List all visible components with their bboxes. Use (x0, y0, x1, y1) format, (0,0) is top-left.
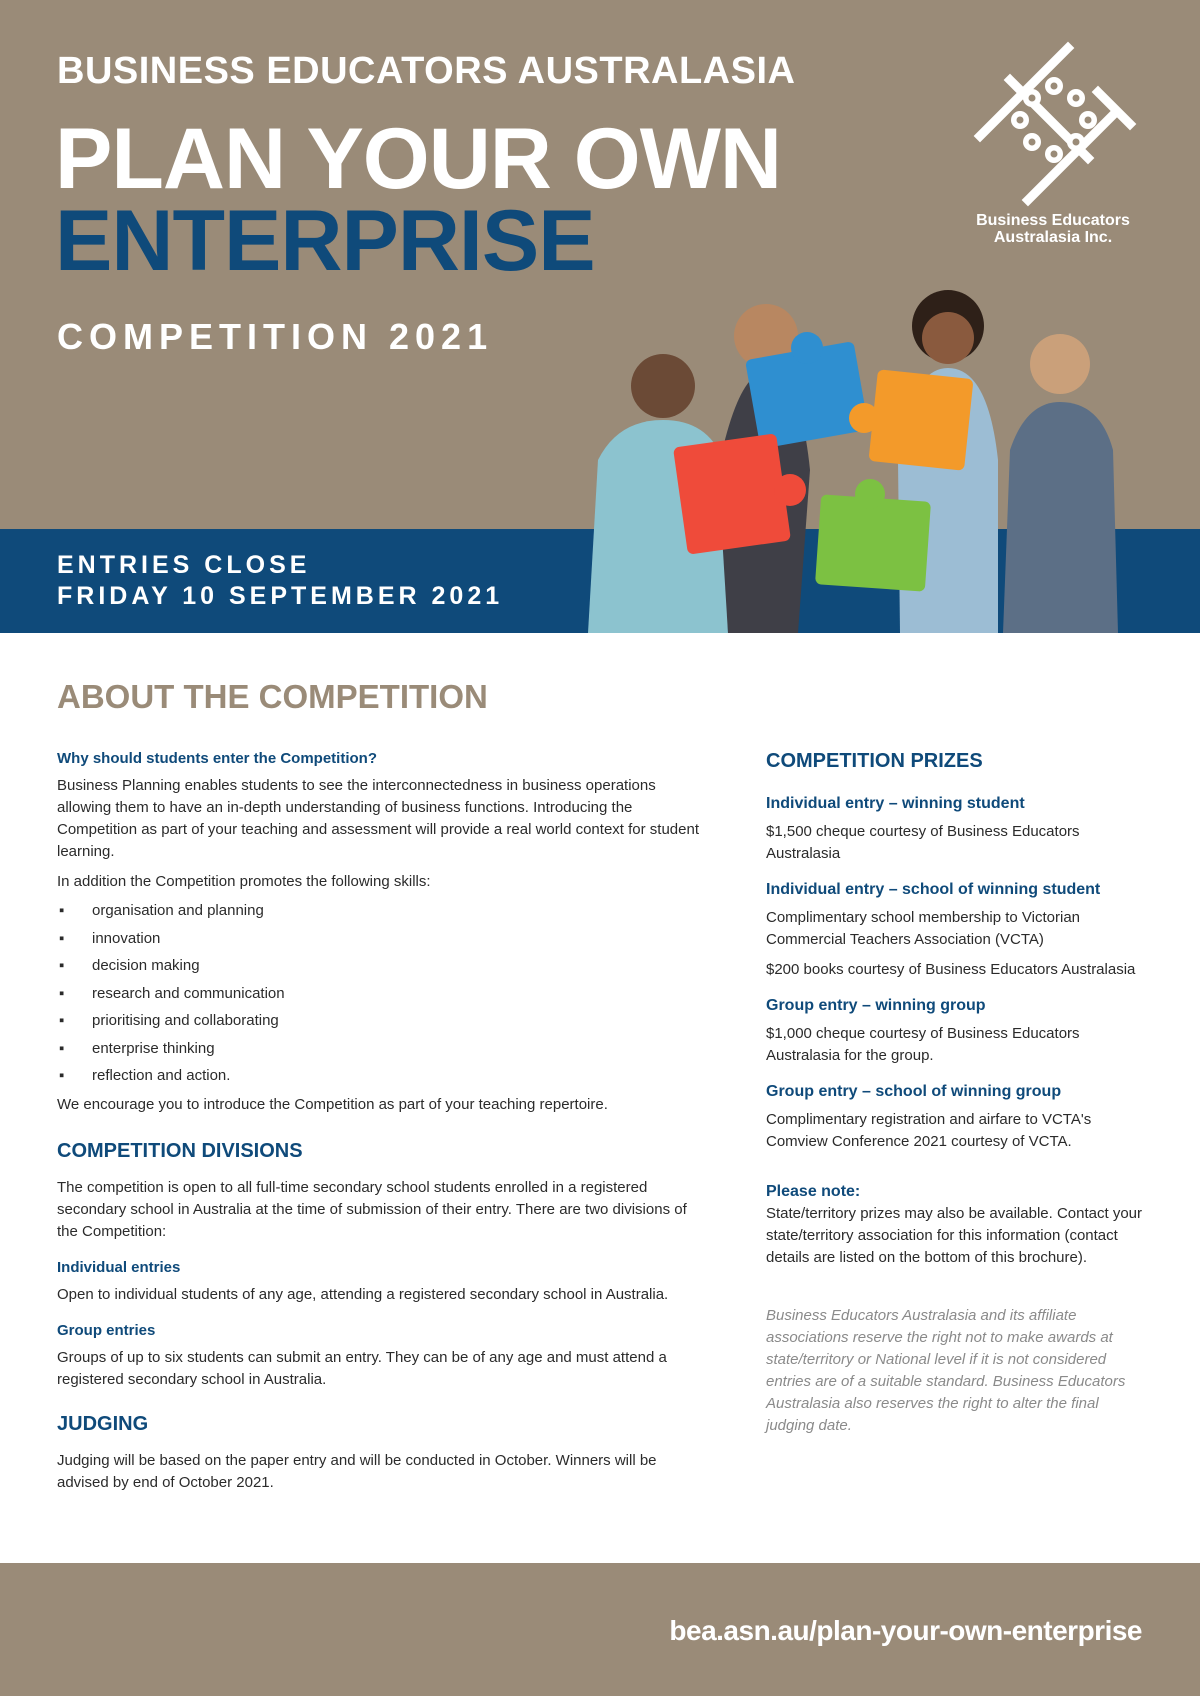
title-line-1: PLAN YOUR OWN (55, 111, 781, 207)
left-column (57, 750, 707, 1502)
competition-subtitle: COMPETITION 2021 (57, 316, 494, 357)
logo-caption-line-1: Business Educators (976, 212, 1130, 229)
why-enter-heading: Why should students enter the Competition? (57, 750, 377, 767)
group-entries-text: Groups of up to six students can submit an entry. They can be of any age and must attend a registered secondary school in Australia. (57, 1348, 667, 1388)
entries-close-label: ENTRIES CLOSE (57, 551, 311, 579)
prize-heading: Group entry – winning group (766, 997, 986, 1014)
please-note-heading: Please note: (766, 1183, 861, 1200)
about-section-title: ABOUT THE COMPETITION (57, 678, 488, 715)
orange-puzzle-piece (849, 369, 974, 471)
list-item: ▪ reflection and action. (59, 1067, 231, 1084)
please-note-text: State/territory prizes may also be available. Contact your state/territory association for this information (contact details are listed on the bottom of this brochure). (766, 1205, 1143, 1266)
list-item: ▪ prioritising and collaborating (59, 1012, 279, 1029)
organisation-name: BUSINESS EDUCATORS AUSTRALASIA (57, 50, 796, 92)
entries-close-date: FRIDAY 10 SEPTEMBER 2021 (57, 582, 504, 610)
right-column (766, 750, 1146, 1445)
divisions-intro: The competition is open to all full-time secondary school students enrolled in a registered secondary school in Australia at the time of submission of their entry. There are two divisions of the Competition: (57, 1178, 687, 1240)
hero-banner (0, 0, 1200, 633)
group-entries-heading: Group entries (57, 1321, 156, 1339)
prize-heading: Individual entry – winning student (766, 795, 1025, 812)
list-item: ▪ decision making (59, 957, 200, 974)
judging-text: Judging will be based on the paper entry and will be conducted in October. Winners will be advised by end of October 2021. (57, 1451, 657, 1491)
list-item: ▪ organisation and planning (59, 902, 264, 919)
prize-line: $200 books courtesy of Business Educators Australasia (766, 961, 1136, 978)
disclaimer-text: Business Educators Australasia and its affiliate associations reserve the right not to make awards at state/territory or National level if it is not considered entries are of a suitable standard. Business Educators Australasia also reserves the right to alter the final judging date. (766, 1307, 1126, 1434)
divisions-title: COMPETITION DIVISIONS (57, 1139, 303, 1162)
prize-line: $1,500 cheque courtesy of Business Educators Australasia (766, 823, 1080, 862)
prize-line: $1,000 cheque courtesy of Business Educators Australasia for the group. (766, 1025, 1080, 1064)
prize-heading: Individual entry – school of winning student (766, 881, 1101, 898)
logo-caption (950, 212, 1156, 246)
list-item: ▪ enterprise thinking (59, 1039, 215, 1057)
logo-caption-line-2: Australasia Inc. (993, 229, 1113, 246)
student-4 (1003, 334, 1118, 633)
list-item: ▪ innovation (59, 929, 161, 947)
prize-line: Complimentary registration and airfare to VCTA's Comview Conference 2021 courtesy of VCTA. (766, 1111, 1092, 1150)
judging-title: JUDGING (57, 1412, 149, 1435)
bea-logo-icon (968, 40, 1138, 210)
individual-entries-text: Open to individual students of any age, attending a registered secondary school in Australia. (57, 1285, 669, 1303)
prize-heading: Group entry – school of winning group (766, 1083, 1062, 1100)
skills-list (57, 901, 707, 1086)
individual-entries-heading: Individual entries (57, 1258, 181, 1276)
website-link[interactable]: bea.asn.au/plan-your-own-enterprise (669, 1615, 1142, 1646)
encourage-text: We encourage you to introduce the Competition as part of your teaching repertoire. (57, 1095, 608, 1113)
title-line-2: ENTERPRISE (55, 193, 595, 289)
prize-line: Complimentary school membership to Victorian Commercial Teachers Association (VCTA) (766, 909, 1081, 948)
footer (0, 1563, 1200, 1696)
prizes-title: COMPETITION PRIZES (766, 750, 983, 772)
list-item: ▪ research and communication (59, 984, 285, 1002)
students-puzzle-photo (548, 290, 1200, 633)
skills-intro: In addition the Competition promotes the following skills: (57, 873, 431, 890)
why-enter-text: Business Planning enables students to see the interconnectedness in business operations allowing them to have an in-depth understanding of business functions. Introducing the Competition as part of your teaching and assessment will provide a real world context for student learning. (57, 777, 699, 860)
